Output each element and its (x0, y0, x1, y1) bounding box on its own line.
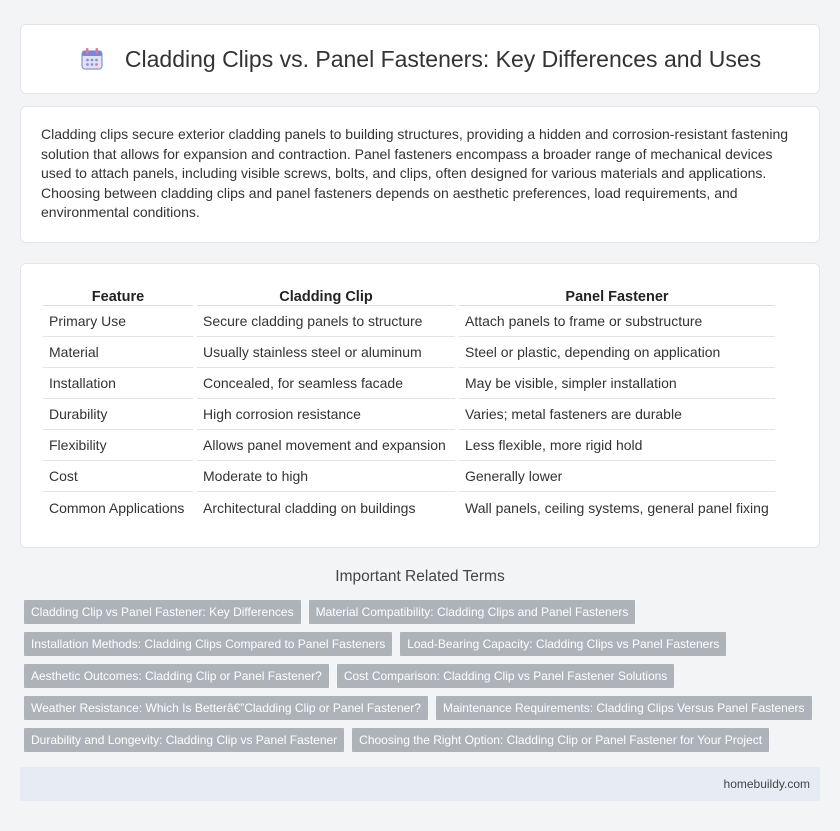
table-row (43, 461, 775, 492)
related-terms-row (20, 728, 820, 760)
table-row (43, 306, 775, 337)
table-cell: Generally lower (459, 461, 775, 492)
table-row (43, 492, 775, 523)
comparison-table-card (20, 263, 820, 548)
intro-card (20, 106, 820, 243)
table-cell: Allows panel movement and expansion (197, 430, 455, 461)
header-card (20, 24, 820, 94)
table-cell: Concealed, for seamless facade (197, 368, 455, 399)
related-term-link[interactable]: Cladding Clip vs Panel Fastener: Key Differences (24, 600, 301, 624)
related-term-link[interactable]: Durability and Longevity: Cladding Clip vs Panel Fastener (24, 728, 344, 752)
column-header-panel-fastener: Panel Fastener (459, 284, 775, 306)
table-cell: Durability (43, 399, 193, 430)
table-cell: Usually stainless steel or aluminum (197, 337, 455, 368)
related-terms-row (20, 600, 820, 632)
page-title: Cladding Clips vs. Panel Fasteners: Key Differences and Uses (124, 45, 762, 72)
related-terms-list (20, 600, 820, 760)
related-term-link[interactable]: Installation Methods: Cladding Clips Compared to Panel Fasteners (24, 632, 392, 656)
table-cell: Secure cladding panels to structure (197, 306, 455, 337)
related-term-link[interactable]: Cost Comparison: Cladding Clip vs Panel Fastener Solutions (337, 664, 675, 688)
table-cell: Attach panels to frame or substructure (459, 306, 775, 337)
calendar-icon (79, 46, 105, 72)
column-header-feature: Feature (43, 284, 193, 306)
table-cell: Cost (43, 461, 193, 492)
related-terms-row (20, 632, 820, 664)
table-cell: Flexibility (43, 430, 193, 461)
table-cell: Material (43, 337, 193, 368)
related-term-link[interactable]: Load-Bearing Capacity: Cladding Clips vs Panel Fasteners (400, 632, 726, 656)
related-terms-row (20, 664, 820, 696)
table-row (43, 337, 775, 368)
table-row (43, 399, 775, 430)
footer (20, 767, 820, 801)
table-header-row (43, 284, 775, 306)
related-term-link[interactable]: Aesthetic Outcomes: Cladding Clip or Panel Fastener? (24, 664, 329, 688)
related-term-link[interactable]: Maintenance Requirements: Cladding Clips Versus Panel Fasteners (436, 696, 812, 720)
table-cell: Primary Use (43, 306, 193, 337)
table-cell: Moderate to high (197, 461, 455, 492)
table-cell: Architectural cladding on buildings (203, 499, 416, 516)
table-cell: Wall panels, ceiling systems, general panel fixing (465, 499, 769, 516)
table-cell: Common Applications (49, 499, 185, 516)
table-cell: May be visible, simpler installation (459, 368, 775, 399)
table-cell: High corrosion resistance (197, 399, 455, 430)
table-cell: Steel or plastic, depending on application (459, 337, 775, 368)
intro-text: Cladding clips secure exterior cladding panels to building structures, providing a hidden and corrosion-resistant fastening solution that allows for expansion and contraction. Panel fasteners encompass a broader range of mechanical devices used to attach panels, including visible screws, bolts, and clips, often designed for various materials and applications. Choosing between cladding clips and panel fasteners depends on aesthetic preferences, load requirements, and environmental conditions. (41, 126, 789, 221)
column-header-cladding-clip: Cladding Clip (197, 284, 455, 306)
comparison-table (39, 284, 779, 523)
table-cell: Varies; metal fasteners are durable (459, 399, 775, 430)
related-terms-title: Important Related Terms (335, 568, 505, 585)
table-row (43, 368, 775, 399)
footer-site-link[interactable]: homebuildy.com (723, 777, 810, 791)
related-term-link[interactable]: Choosing the Right Option: Cladding Clip or Panel Fastener for Your Project (352, 728, 769, 752)
related-term-link[interactable]: Weather Resistance: Which Is Betterâ€”Cladding Clip or Panel Fastener? (24, 696, 428, 720)
table-cell: Installation (43, 368, 193, 399)
table-cell: Less flexible, more rigid hold (459, 430, 775, 461)
related-term-link[interactable]: Material Compatibility: Cladding Clips and Panel Fasteners (309, 600, 636, 624)
table-row (43, 430, 775, 461)
related-terms-row (20, 696, 820, 728)
